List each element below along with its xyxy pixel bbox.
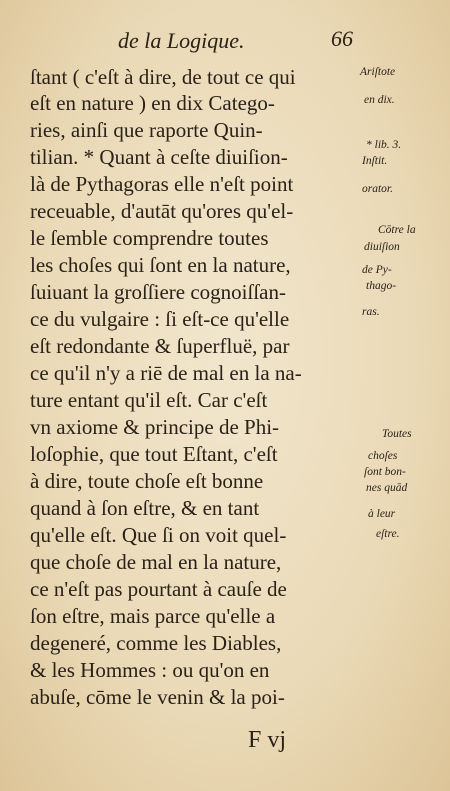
margin-note: thago- [366,280,397,292]
margin-note: en dix. [364,94,395,106]
margin-note: eſtre. [376,528,400,540]
text-line: ries, ainſi que raporte Quin- [30,118,263,142]
margin-note: Inſtit. [362,155,388,167]
text-line: ce qu'il n'y a riē de mal en la na- [30,361,302,385]
text-line: eſt redondante & ſuperfluë, par [30,334,290,358]
text-line: tilian. * Quant à ceſte diuiſion- [30,145,288,169]
margin-note: Cōtre la [378,224,416,236]
text-line: ce n'eſt pas pourtant à cauſe de [30,577,287,601]
text-line: ture entant qu'il eſt. Car c'eſt [30,388,268,412]
margin-note: nes quād [366,482,408,494]
margin-note: ſont bon- [364,466,406,478]
text-line: quand à ſon eſtre, & en tant [30,496,260,520]
text-line: loſophie, que tout Eſtant, c'eſt [30,442,278,466]
margin-note: à leur [368,508,396,520]
margin-note: de Py- [362,264,392,276]
margin-note: Ariſtote [360,66,396,78]
text-line: que choſe de mal en la nature, [30,550,282,574]
text-line: ce du vulgaire : ſi eſt-ce qu'elle [30,307,290,331]
text-line: ſtant ( c'eſt à dire, de tout ce qui [30,65,296,89]
text-line: abuſe, cōme le venin & la poi- [30,685,285,709]
text-line: le ſemble comprendre toutes [30,226,269,250]
text-line: à dire, toute choſe eſt bonne [30,469,264,493]
margin-note: choſes [368,450,398,462]
text-line: là de Pythagoras elle n'eſt point [30,172,294,196]
running-header [118,28,378,60]
text-line: eſt en nature ) en dix Catego- [30,91,275,115]
text-line: ſuiuant la groſſiere cognoiſſan- [30,280,286,304]
margin-note: orator. [362,183,393,195]
margin-note: * lib. 3. [366,139,402,151]
running-title: de la Logique. [118,28,245,53]
text-line: qu'elle eſt. Que ſi on voit quel- [30,523,287,547]
margin-note: ras. [362,306,380,318]
margin-note: Toutes [382,428,412,440]
text-line: ſon eſtre, mais parce qu'elle a [30,604,276,628]
signature-mark: F vj [248,727,287,753]
text-line: degeneré, comme les Diables, [30,631,282,655]
page-number: 66 [331,26,353,51]
text-line: les choſes qui ſont en la nature, [30,253,291,277]
text-line: vn axiome & principe de Phi- [30,415,280,439]
text-line: & les Hommes : ou qu'on en [30,658,270,682]
margin-note: diuiſion [364,241,400,253]
text-line: receuable, d'autāt qu'ores qu'el- [30,199,294,223]
